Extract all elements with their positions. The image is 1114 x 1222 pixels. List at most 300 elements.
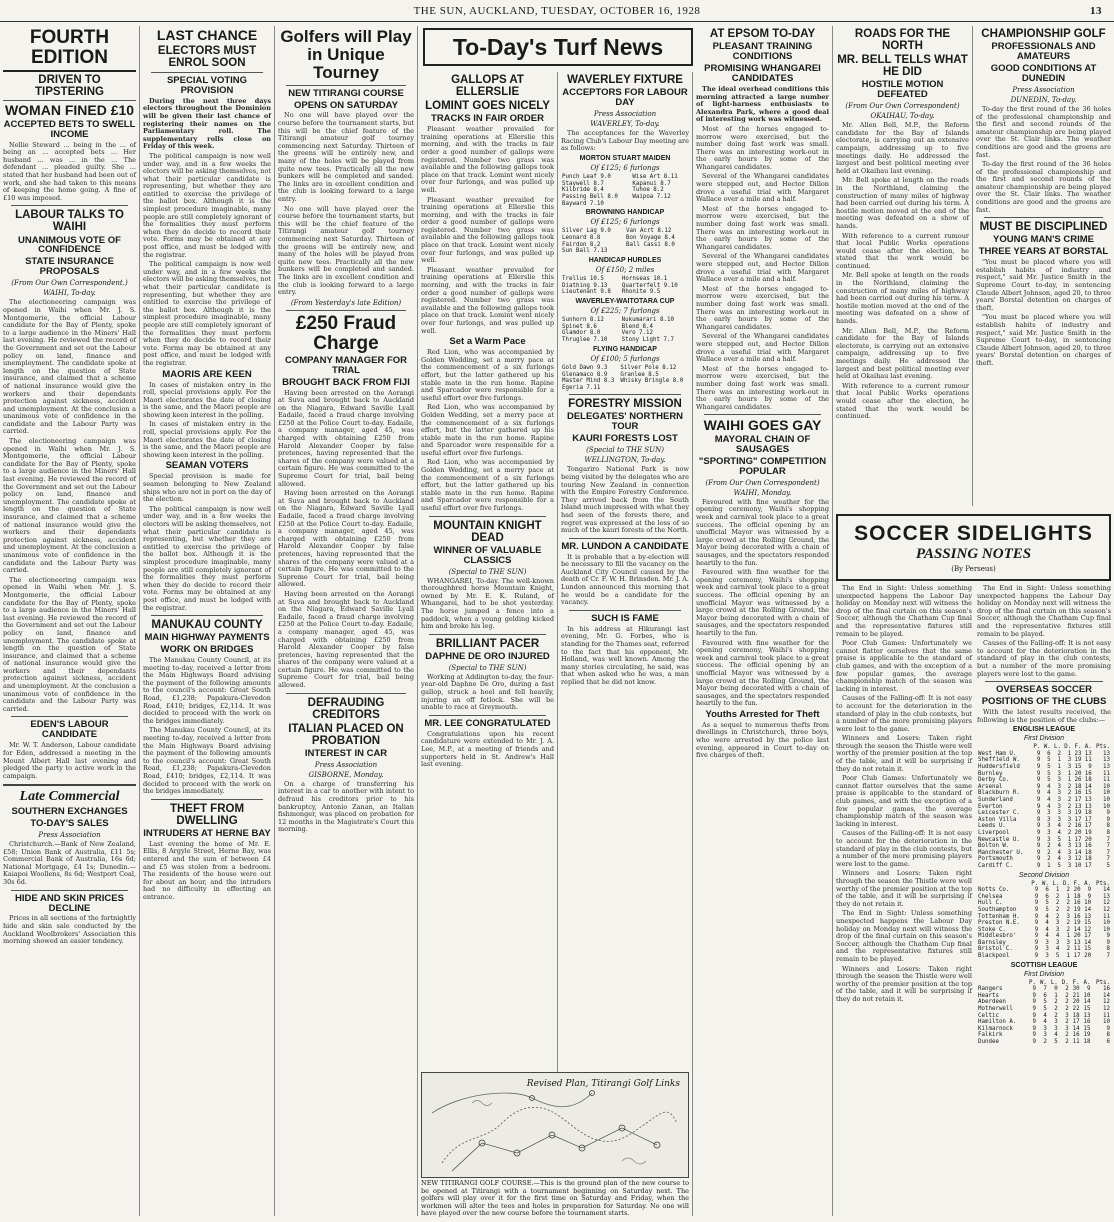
table-row [977,856,1111,863]
section-heading: Late Commercial [19,789,120,805]
table-cell: 2 [1067,783,1072,790]
article-text: In cases of mistaken entry in the roll, special provisions apply. For the Maori electorates the date of closing is the same, and the Maori people are showing keen interest in the polling. [143,420,271,459]
table-cell: 17 [1074,836,1082,843]
table-header: D. [1063,880,1070,887]
article-text: Nellie Steward ... being in the ... of being an ... accepted bets ... Her husband ... was ... in the ... The defendant ... pleaded guilty. She ... stated that her husband had been out of work, and she had taken to this means of keeping the home going. A fine of £10 was imposed. [3,140,136,202]
column-5 [558,72,693,1072]
subheadline: WORK ON BRIDGES [160,644,254,656]
article-lead: During the next three days electors throughout the Dominion will be given their last chance of registering their names on the Parliamentary roll. The supplementary rolls close on Friday of this week. [143,96,271,151]
table-cell: 9 [1106,939,1110,946]
table-cell: 16 [1084,843,1092,850]
table-cell: 1 [1054,992,1058,999]
table-cell: 17 [1074,797,1082,803]
table-header: P. [1033,744,1041,751]
table-cell: 2 [1066,926,1070,933]
table-cell: 15 [1084,790,1092,797]
article-text: Poor Club Games: Unfortunately we cannot flatter ourselves that the same praise is applicable to the standard of club games, and with the exception of a few popular games, the average championship match of the season was lacking in interest. [836,774,972,828]
table-cell: 2 [1057,750,1061,757]
article-text: Most of the horses engaged to-morrow were exercised, but the number doing fast work was small. There was an interesting work-out in the early hours by some of the Whangarei candidates. [696,364,829,411]
table-cell: 4 [1047,790,1051,797]
subheadline: BROUGHT BACK FROM FIJI [282,376,410,388]
team-name: Blackburn R. [978,790,1020,797]
team-name: Bolton W. [978,843,1010,850]
table-cell: 14 [1073,926,1081,933]
table-cell: 3 [1067,764,1072,771]
table-cell: 5 [1047,770,1051,777]
team-name: Aston Villa [978,816,1017,823]
byline: (From Our Own Correspondent) [845,102,960,111]
division-heading: Second Division [1018,871,1070,879]
table-cell: 9 [1034,933,1039,940]
horse-entry: Silver Pole 8.12 [620,365,677,371]
soccer-section [833,508,1114,1216]
table-header: Pts. [1096,880,1110,887]
headline: WOMAN FINED £10 [4,102,135,118]
table-cell: 16 [1084,770,1092,777]
table-header: F. [1074,744,1082,751]
table-cell: 9 [1036,836,1041,843]
article-text: Winners and Losers: Taken right through the season the Thistle were well worthy of the premier position at the top of the table, and it will be surprising if they do not retain it. [836,964,972,1003]
table-header: P. [1031,880,1039,887]
team-name: Bristol C. [978,946,1013,953]
horse-entry: Kapanui 8.7 [632,180,671,187]
article-text: Causes of the Falling-off: It is not easy to account for the deterioration in the standard of play in the club contests, but a number of the more promising players were lost to the game. [836,694,972,733]
team-name: Southampton [978,906,1017,913]
headline: MR. LEE CONGRATULATED [424,717,551,729]
article-text: Having been arrested on the Aorangi at Suva and brought back to Auckland on the Niagara, Edward Saville Lyall Eadaile, faced a fraud charge involving £250 at the Police Court to-day. Eadaile, a company manager, aged 45, was charged with obtaining £250 from Harold Alexander Cooper by false pretences, having represented that the shares of the company were valued at a certain figure. He was committed to the Supreme Court for trial, bail being allowed. [278,489,414,589]
article-text: Mr. W. T. Anderson, Labour candidate for Eden, addressed a meeting in the Mount Albert Hall last evening and pledged the party to active work in the campaign. [3,741,136,780]
race-name: MORTON STUART MAIDEN [579,154,671,162]
table-row [977,993,1111,1000]
table-cell: 9 [1036,823,1041,830]
table-cell: 3 [1047,810,1051,817]
turf-news-banner: To-Day's Turf News [423,28,693,66]
team-name: Hull C. [978,900,1003,907]
table-cell: 11 [1103,777,1110,784]
headline: SOUTHERN EXCHANGES [11,806,128,818]
subheadline: WINNER OF VALUABLE CLASSICS [433,544,542,566]
column-2 [140,26,275,1216]
article-text: Pleasant weather prevailed for training operations at Ellerslie this morning, and with the tracks in fair order a good number of gallops were registered. Number two grass was available and the following gallops took place on that track. Lomint went nicely over four furlongs, and was pulled up well. [421,125,554,194]
horse-entry: Glamdor 8.0 [562,330,601,337]
headline: MUST BE DISCIPLINED [979,221,1108,234]
table-row [977,986,1111,993]
horse-entry: Whisky Bringle 8.0 [620,378,684,385]
headline: WAIHI GOES GAY [703,417,822,434]
dateline: GISBORNE, Monday. [308,770,384,779]
table-cell: 3 [1047,829,1051,836]
table-cell: 2 [1065,1006,1069,1013]
horse-entry: Quarterfelt 9.10 [621,282,678,289]
article-text: Prices in all sections of the fortnightly hide and skin sale conducted by the Auckland Woolbrokers' Association this morning showed an easier tendency. [3,914,136,946]
table-cell: 15 [1074,764,1082,771]
subheadline: UNANIMOUS VOTE OF CONFIDENCE [18,234,121,256]
table-cell: 3 [1067,856,1072,863]
table-cell: 13 [1074,843,1082,850]
table-cell: 3 [1057,797,1061,803]
page-number: 13 [1090,5,1102,17]
table-row [977,777,1111,784]
byline: Press Association [593,110,657,118]
table-cell: 14 [1072,1025,1080,1032]
table-cell: 10 [1103,803,1110,810]
table-cell: 19 [1073,906,1081,913]
table-cell: 15 [1084,946,1092,953]
table-row [977,764,1111,771]
table-cell: 9 [1087,893,1092,900]
table-cell: 23 [1074,750,1082,757]
subheadline: DAPHNE DE ORO INJURED [425,650,550,662]
team-name: Dundee [978,1039,999,1045]
subheadline: ACCEPTORS FOR LABOUR DAY [562,87,688,109]
table-cell: 9 [1036,856,1041,863]
article-text: The political campaign is now well under way, and in a few weeks the electors will be asking themselves, not what their particular candidate is representing, but whether they are entitled to exercise the privilege of the ballot box. Although it is the simplest procedure imaginable, many people are still completely ignorant of the formalities they must perform when they do decide to record their vote. Forms may be obtained at any post office, and must be lodged with the registrar. [143,260,271,367]
article-text: "You must be placed where you will establish habits of industry and respect," said Mr. Justice Smith in the Supreme Court to-day, in sentencing Claude Albert Johnson, aged 20, to three years' Borstal detention on charges of theft. [976,258,1111,312]
article-text: Poor Club Games: Unfortunately we cannot flatter ourselves that the same praise is applicable to the standard of club games, and with the exception of a few popular games, the average championship match of the season was lacking in interest. [836,639,972,693]
table-cell: 1 [1067,836,1072,843]
subheadline: "SPORTING" COMPETITION POPULAR [698,455,827,477]
horse-entry: Staywell 8.7 [562,180,604,187]
subheadline: MAYORAL CHAIN OF SAUSAGES [714,433,811,455]
article-text: It is probable that a by-election will be necessary to fill the vacancy on the Auckland City Council caused by the death of Cr. F. W. H. Brinsden. Mr. J. A. Lundon announced this morning that he would be a candidate for the vacancy. [561,552,689,607]
table-cell: 3 [1067,849,1072,856]
table-cell: 5 [1106,862,1110,869]
article-text: WHANGAREI, To-day. The well-known thoroughbred horse Mountain Knight, owned by Mr. E. K. Ruland, of Whangarei, had to be shot yesterday. The horse jumped a fence into a paddock, when a young gelding kicked him and broke his leg. [421,576,554,631]
table-row [977,1032,1111,1039]
headline: AT EPSOM TO-DAY [709,28,816,40]
headline: DEFRAUDING CREDITORS [307,696,385,721]
table-header: L. [1053,744,1061,751]
table-cell: 15 [1083,1006,1091,1013]
table-cell: 14 [1084,906,1092,913]
horse-entry: Blend 8.4 [621,323,654,330]
article-text: Winners and Losers: Taken right through the season the Thistle were well worthy of the premier position at the top of the table, and it will be surprising if they do not retain it. [836,869,972,908]
table-cell: 1 [1057,764,1061,771]
horse-entry: Sun Ball 7.13 [562,248,608,255]
article-text: Working at Addington to-day, the four-year-old Daphne De Oro, during a fast gallop, struck a heel and fell heavily, injuring an off fetlock. She will be unable to race at Greymouth. [421,672,554,712]
table-cell: 2 [1055,893,1060,900]
table-cell: 9 [1036,777,1041,784]
race-field [561,317,689,343]
article-text: Causes of the Falling-off: It is not easy to account for the deterioration in the standard of play in the club contests, but a number of the more promising players were lost to the game. [836,829,972,868]
team-name: Chelsea [978,893,1003,900]
table-cell: 6 [1047,750,1051,757]
table-cell: 16 [1083,1019,1091,1026]
byline: Press Association [38,830,101,839]
table-cell: 3 [1054,1019,1058,1026]
soccer-subtitle: PASSING NOTES [915,546,1032,562]
table-cell: 3 [1045,946,1049,953]
table-row [977,810,1111,817]
table-cell: 14 [1103,887,1110,894]
article-text: The End in Sight: Unless something unexpected happens the Labour Day holiday on Monday next will witness the drop of the final curtain on this season's Soccer, although the Chatham Cup final and the representative fixtures still remain to be played. [836,584,972,638]
table-cell: 2 [1066,887,1070,894]
table-cell: 9 [1087,986,1091,993]
table-row [977,817,1111,824]
table-cell: 16 [1074,823,1082,830]
table-cell: 20 [1074,829,1082,836]
table-cell: 9 [1034,893,1039,900]
race-distance: Of £125; 6 furlongs [590,218,660,227]
race-distance: Of £150; 2 miles [595,266,655,275]
article-text: Favoured with fine weather for the opening ceremony, Waihi's shopping week and carnival took place to a great success. The official opening by an unofficial Mayor was witnessed by a large crowd at the Rolling Ground, the Mayor being decorated with a chain of sausages, and the spectators responded heartily to the fun. [696,568,829,637]
article-text: The End in Sight: Unless something unexpected happens the Labour Day holiday on Monday next will witness the drop of the final curtain on this season's Soccer, although the Chatham Cup final and the representative fixtures still remain to be played. [836,909,972,963]
table-cell: 9 [1034,887,1039,894]
table-cell: 4 [1057,849,1061,856]
table-cell: 9 [1036,843,1041,850]
table-cell: 2 [1065,986,1069,993]
article-lead: The ideal overhead conditions this morning attracted a large number of light-harness enthusiasts to Alexandra Park, where a good deal of interesting work was witnessed. [696,84,829,124]
dateline: WELLINGTON, To-day. [584,456,666,465]
article-text: Red Lion, who was accompanied by Golden Wedding, set a merry pace at the commencement of a six furlongs effort, but the latter gathered up his stable mate in the run home. Rapine and Sparcador were responsible for a useful effort over five furlongs. [421,348,554,402]
table-cell: 3 [1047,816,1051,823]
table-cell: 17 [1084,816,1092,823]
table-cell: 11 [1072,1039,1080,1045]
table-row [977,804,1111,811]
table-cell: 9 [1106,933,1110,940]
table-cell: 9 [1087,887,1092,894]
table-cell: 11 [1103,1012,1110,1019]
table-row [977,863,1111,870]
article-text: To-day the first round of the 36 holes of the professional championship and the first and second rounds of the amateur championship are being played over the St. Clair links. The weather conditions are good and the greens are fast. [976,160,1111,214]
team-name: Burnley [978,770,1003,777]
horse-entry: Vero 7.12 [621,330,654,337]
table-cell: 4 [1055,933,1060,940]
table-cell: 20 [1074,770,1082,777]
table-cell: 20 [1072,999,1080,1006]
dateline: WAVERLEY, To-day. [590,120,660,128]
article-text: Mr. Bell spoke at length on the roads in the Northland, claiming the construction of many miles of highway had been carried out during his term. A hostile motion moved at the end of the meeting was defeated on a show of hands. [836,176,969,230]
article-text: Pleasant weather prevailed for training operations at Ellerslie this morning, and with the tracks in fair order a good number of gallops were registered. Number two grass was available and the following gallops took place on that track. Lomint went nicely over four furlongs, and was pulled up well. [421,195,554,265]
table-cell: 13 [1074,803,1082,810]
article-text: Mr. Allen Bell, M.P., the Reform candidate for the Bay of Islands electorate, is carrying out an extensive campaign, addressing up to five meetings daily. He addressed the largest and best political meeting ever held at Okaihau last evening. [836,121,969,175]
team-name: Cardiff C. [978,862,1013,869]
subheadline: PROMISING WHANGAREI CANDIDATES [704,63,821,84]
table-cell: 16 [1072,1032,1080,1039]
race-field [561,276,689,296]
table-cell: 19 [1074,810,1082,817]
table-cell: 6 [1106,1039,1110,1045]
byline: (Special to THE SUN) [448,663,527,672]
table-cell: 9 [1032,1006,1036,1013]
horse-entry: Stony Light 7.7 [621,337,674,344]
table-cell: 2 [1067,829,1072,836]
table-cell: 2 [1054,1012,1058,1019]
horse-entry: Trellus 10.5 [562,276,604,283]
team-name: Manchester U. [978,849,1024,856]
table-cell: 4 [1057,843,1061,850]
table-row [977,843,1111,850]
article-text: With reference to a current rumour that local Public Works operations would cease after the election, he stated that the work would be continued. [836,381,969,421]
article-text: Having been arrested on the Aorangi at Suva and brought back to Auckland on the Niagara, Edward Saville Lyall Eadaile, faced a fraud charge involving £250 at the Police Court to-day. Eadaile, a company manager, aged 45, was charged with obtaining £250 from Harold Alexander Cooper by false pretences, having represented that the shares of the company were valued at a certain figure. He was committed to the Supreme Court for trial, bail being allowed. [278,589,414,690]
byline: (From Our Own Correspondent) [705,478,820,487]
table-cell: 4 [1045,913,1049,920]
table-cell: 17 [1084,862,1092,869]
league-table-english-first [977,744,1111,869]
table-cell: 17 [1084,933,1092,940]
horse-entry: Bon Voyage 8.4 [626,235,675,242]
article-text: The End in Sight: Unless something unexpected happens the Labour Day holiday on Monday next will witness the drop of the final curtain on this season's Soccer, although the Chatham Cup final and the representative fixtures still remain to be played. [977,584,1111,638]
table-cell: 5 [1045,906,1049,913]
table-cell: 20 [1073,933,1081,940]
table-cell: 20 [1073,887,1081,894]
article-text: "You must be placed where you will establish habits of industry and respect," said Mr. Justice Smith in the Supreme Court to-day, in sentencing Claude Albert Johnson, aged 20, to three years' Borstal detention on charges of theft. [976,313,1111,367]
horse-entry: Tuhoe 8.2 [632,187,664,194]
table-cell: 13 [1103,764,1110,771]
table-cell: 9 [1034,946,1039,953]
table-cell: 1 [1066,893,1070,900]
table-cell: 3 [1067,810,1072,817]
article-text: No one will have played over the course before the tournament starts, but this will be the chief feature of the Titirangi amateur golf tourney commencing next Saturday. Thirteen of the greens will be entirely new, and many of the holes will be played from quite new tees. Practically all the new bunkers will be completed and sanded. The links are in excellent condition and the club is looking forward to a large entry. [278,204,414,297]
subheadline: NEW TITIRANGI COURSE [288,87,404,99]
table-cell: 9 [1036,757,1041,764]
table-cell: 3 [1055,939,1060,946]
table-cell: 9 [1036,797,1041,803]
subheadline: TO-DAY'S SALES [30,818,109,829]
subheadline: Set a Warm Pace [449,336,526,348]
team-name: Aberdeen [978,999,1006,1006]
byline: Press Association [1012,85,1075,94]
table-cell: 3 [1067,843,1072,850]
team-name: Motherwell [978,1006,1013,1013]
race-name: BROWNING HANDICAP [585,209,665,217]
league-heading: ENGLISH LEAGUE [1012,726,1076,734]
table-cell: 3 [1047,823,1051,830]
subheadline: COMPANY MANAGER FOR TRIAL [284,354,408,376]
article-text: Pleasant weather prevailed for training operations at Ellerslie this morning, and with the tracks in fair order a good number of gallops were registered. Number two grass was available and the following gallops took place on that track. Lomint went nicely over four furlongs, and was pulled up well. [421,265,554,335]
table-header: Pts. [1096,979,1110,986]
team-name: Preston N.E. [978,920,1020,927]
table-cell: 9 [1032,992,1036,999]
team-name: Blackpool [978,953,1010,960]
league-heading: SCOTTISH LEAGUE [1010,961,1078,969]
table-row [977,1006,1111,1013]
article-text: Most of the horses engaged to-morrow were exercised, but the number doing fast work was small. There was an interesting work-out in the early hours by some of the Whangarei candidates. [696,204,829,251]
subheadline: INTEREST IN CAR [304,747,388,759]
article-text: Several of the Whangarei candidates were stepped out, and Hector Dillon drove a useful trial with Margaret Wallace over a mile and a half. [696,332,829,364]
horse-entry: Granlee 8.5 [620,371,659,378]
table-cell: 10 [1103,783,1110,790]
table-cell: 18 [1072,1012,1080,1019]
horse-entry: Leonard 8.8 [562,235,601,242]
table-row [977,887,1111,894]
table-cell: 9 [1032,1012,1036,1019]
table-cell: 9 [1036,790,1041,797]
table-cell: 13 [1084,913,1092,920]
table-row [977,927,1111,934]
horse-entry: Wise Art 8.11 [632,174,678,181]
headline: £250 Fraud Charge [295,312,397,354]
race-name: WAVERLEY-WAITOTARA CUP [575,297,675,305]
table-cell: 4 [1045,920,1049,927]
table-cell: 11 [1073,946,1081,953]
horse-entry: Sunhorn 8.12 [562,317,604,324]
table-cell: 9 [1032,986,1036,993]
column-7 [833,26,973,506]
team-name: Hamilton A. [978,1019,1017,1026]
table-cell: 2 [1043,1039,1047,1045]
article-text: The electioneering campaign was opened in Waihi when Mr. J. S. Montgomerie, the official Labour candidate for the Bay of Plenty, spoke to a large audience in the Miners' Hall last evening. He reviewed the record of the Government and set out the Labour policy on land, finance and unemployment. The candidate spoke at length on the question of State insurance, and claimed that a scheme of national insurance would give the workers and their dependants protection against sickness, accident and unemployment. At the conclusion a unanimous vote of confidence in the candidate and the Labour Party was carried. [3,298,136,436]
table-row [977,830,1111,837]
table-cell: 3 [1057,816,1061,823]
soccer-banner [836,514,1111,581]
table-cell: 4 [1045,926,1049,933]
table-cell: 2 [1055,900,1060,907]
article-text: Christchurch.—Bank of New Zealand, £58; Union Bank of Australia, £11 5s; Commercial Bank of Australia, 16s 6d; National Mortgage, £4 1s; Dunedin.—Kaiapoi Woollens, 8s 6d; Westport Coal, 30s 6d. [3,839,136,886]
table-cell: 9 [1036,770,1041,777]
table-cell: 9 [1034,906,1039,913]
table-cell: 2 [1066,900,1070,907]
table-cell: 3 [1047,836,1051,843]
subheadline: STATE INSURANCE PROPOSALS [25,256,114,278]
horse-entry [631,201,689,208]
article-text: Red Lion, who was accompanied by Golden Wedding, set a merry pace at the commencement of a six furlongs effort, but the latter gathered up his stable mate in the run home. Rapine and Sparcador were responsible for a useful effort over five furlongs. [421,458,554,513]
table-row [977,900,1111,907]
dateline: WAIHI, To-day. [43,289,96,298]
table-cell: 9 [1036,803,1041,810]
masthead [0,0,1114,22]
table-cell: 8 [1106,823,1110,830]
table-cell: 9 [1106,816,1110,823]
horse-entry [619,385,689,392]
headline: Golfers will Play in Unique Tourney [280,27,412,82]
article-text: Several of the Whangarei candidates were stepped out, and Hector Dillon drove a useful trial with Margaret Wallace over a mile and a half. [696,252,829,284]
headline: CHAMPIONSHIP GOLF [981,28,1106,40]
table-cell: 16 [1074,790,1082,797]
table-cell: 5 [1043,999,1047,1006]
table-cell: 10 [1103,790,1110,797]
table-cell: 14 [1103,992,1110,999]
table-cell: 13 [1084,803,1092,810]
table-cell: 5 [1045,900,1049,907]
table-row [977,946,1111,953]
team-name: Hearts [978,992,999,999]
subheadline: THREE YEARS AT BORSTAL [978,246,1109,258]
table-cell: 9 [1034,913,1039,920]
table-cell: 5 [1057,862,1061,869]
table-cell: 1 [1055,887,1060,894]
table-cell: 11 [1103,770,1110,777]
horse-entry [625,248,689,255]
table-cell: 1 [1047,862,1051,869]
table-cell: 26 [1074,777,1082,784]
subheadline: GOOD CONDITIONS AT DUNEDIN [990,63,1097,84]
table-row [977,920,1111,927]
table-cell: 18 [1084,856,1092,863]
table-cell: 18 [1084,777,1092,784]
horse-entry: Hornseas 10.1 [621,276,668,283]
table-cell: 2 [1047,843,1051,850]
team-name: Derby Co. [978,777,1010,784]
table-cell: 3 [1066,939,1070,946]
team-name: Huddersfield [978,764,1020,771]
horse-entry: Fairdon 8.2 [562,241,601,248]
table-cell: 2 [1047,849,1051,856]
table-cell: 10 [1103,926,1110,933]
table-cell: 2 [1065,1039,1069,1045]
byline: (From Our Own Correspondent.) [11,279,128,288]
table-cell: 4 [1057,823,1061,830]
table-cell: 3 [1066,913,1070,920]
table-cell: 18 [1084,810,1092,817]
table-cell: 9 [1036,829,1041,836]
article-text: Winners and Losers: Taken right through the season the Thistle were well worthy of the premier position at the top of the table, and it will be surprising if they do not retain it. [836,734,972,773]
table-cell: 10 [1103,797,1110,803]
table-cell: 3 [1045,939,1049,946]
article-text: Several of the Whangarei candidates were stepped out, and Hector Dillon drove a useful trial with Margaret Wallace over a mile and a half. [696,172,829,204]
table-header-blank [977,980,1026,987]
subheadline: SEAMAN VOTERS [165,460,249,472]
